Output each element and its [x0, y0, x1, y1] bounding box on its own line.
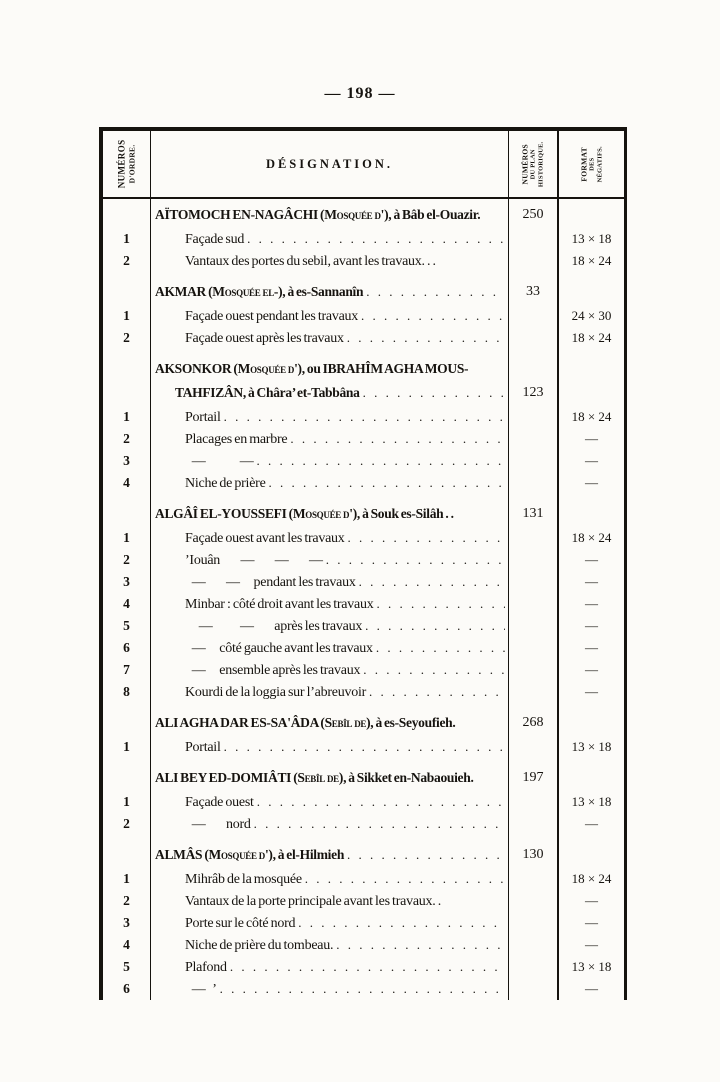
negative-format-cell: —: [585, 981, 598, 996]
designation-cell: [151, 868, 509, 890]
column-header-negative-format-label: FORMAT DES NÉGATIFS.: [579, 145, 603, 183]
designation-cell: [151, 327, 509, 349]
designation-text: — côté gauche avant les travaux: [185, 641, 373, 656]
order-number-cell: [103, 382, 151, 406]
column-header-designation: DÉSIGNATION.: [151, 131, 509, 197]
order-number-cell: 6: [103, 978, 151, 1000]
catalog-item-row: [103, 890, 624, 912]
catalog-item-row: [103, 912, 624, 934]
order-number-cell: 3: [103, 571, 151, 593]
order-number-cell: 4: [103, 934, 151, 956]
dotted-leader: [251, 813, 505, 834]
designation-cell: [151, 890, 509, 912]
designation-cell: [151, 305, 509, 327]
plan-number-cell: 250: [509, 199, 559, 228]
order-number-cell: [103, 272, 151, 305]
catalog-item-row: [103, 549, 624, 571]
negative-format-cell: [559, 758, 624, 791]
negative-format-cell: —: [585, 915, 598, 930]
catalog-item-row: [103, 637, 624, 659]
designation-cell: [151, 406, 509, 428]
order-number-cell: 1: [103, 228, 151, 250]
designation-text: ALGÂÎ EL-YOUSSEFI (Mosquée d'), à Souk es-Silâh . .: [155, 506, 454, 521]
negative-format-cell: —: [585, 893, 598, 908]
negative-format-cell: 18 × 24: [571, 871, 612, 886]
designation-cell: [151, 912, 509, 934]
plan-number-cell: [509, 472, 559, 494]
order-number-cell: 2: [103, 813, 151, 835]
dotted-leader: [244, 228, 505, 249]
order-number-cell: 4: [103, 593, 151, 615]
catalog-item-row: [103, 250, 624, 272]
order-number-cell: [103, 758, 151, 791]
catalog-item-row: [103, 472, 624, 494]
designation-cell: [151, 349, 509, 382]
plan-number-cell: [509, 549, 559, 571]
catalog-item-row: [103, 305, 624, 327]
designation-text: Vantaux des portes du sebil, avant les travaux. . .: [185, 254, 436, 269]
negative-format-cell: —: [585, 453, 598, 468]
order-number-cell: [103, 199, 151, 228]
negative-format-cell: —: [585, 596, 598, 611]
dotted-leader: [358, 305, 505, 326]
designation-cell: [151, 934, 509, 956]
designation-cell: [151, 527, 509, 549]
negative-format-cell: 13 × 18: [571, 739, 612, 754]
plan-number-cell: [509, 890, 559, 912]
designation-cell: [151, 382, 509, 406]
designation-cell: [151, 593, 509, 615]
dotted-leader: [266, 472, 505, 493]
designation-cell: [151, 659, 509, 681]
negative-format-cell: 18 × 24: [571, 530, 612, 545]
negative-format-cell: —: [585, 684, 598, 699]
column-header-order-number-label: NUMÉROS D'ORDRE.: [116, 139, 137, 189]
plan-number-cell: [509, 791, 559, 813]
order-number-cell: 5: [103, 956, 151, 978]
column-header-negative-format: [559, 131, 624, 197]
dotted-leader: [344, 844, 505, 865]
plan-number-cell: [509, 934, 559, 956]
catalog-item-row: [103, 813, 624, 835]
catalog-item-row: [103, 450, 624, 472]
order-number-cell: 8: [103, 681, 151, 703]
designation-text: Portail: [185, 410, 221, 425]
designation-text: AKSONKOR (Mosquée d'), ou IBRAHÎM AGHA MOUS-: [155, 361, 469, 376]
negative-format-cell: [559, 272, 624, 305]
catalog-item-row: [103, 659, 624, 681]
designation-text: Porte sur le côté nord: [185, 916, 296, 931]
dotted-leader: [333, 934, 505, 955]
plan-number-cell: [509, 956, 559, 978]
designation-text: AKMAR (Mosquée el-), à es-Sannanîn: [155, 284, 364, 299]
designation-cell: [151, 758, 509, 791]
order-number-cell: 4: [103, 472, 151, 494]
negative-format-cell: —: [585, 816, 598, 831]
dotted-leader: [373, 593, 505, 614]
order-number-cell: [103, 703, 151, 736]
plan-number-cell: 123: [509, 382, 559, 406]
designation-cell: [151, 228, 509, 250]
designation-cell: [151, 956, 509, 978]
designation-cell: [151, 681, 509, 703]
dotted-leader: [221, 406, 505, 427]
entry-header-row: [103, 703, 624, 736]
entry-header-row: [103, 494, 624, 527]
dotted-leader: [344, 327, 505, 348]
catalog-item-row: [103, 406, 624, 428]
plan-number-cell: [509, 681, 559, 703]
catalog-item-row: [103, 428, 624, 450]
designation-text: Façade ouest avant les travaux: [185, 531, 345, 546]
entry-header-row: [103, 349, 624, 382]
dotted-leader: [302, 868, 505, 889]
designation-cell: [151, 615, 509, 637]
plan-number-cell: [509, 637, 559, 659]
plan-number-cell: [509, 912, 559, 934]
designation-text: Façade ouest pendant les travaux: [185, 309, 359, 324]
designation-text: Façade sud: [185, 232, 245, 247]
designation-cell: [151, 428, 509, 450]
plan-number-cell: [509, 615, 559, 637]
catalog-item-row: [103, 934, 624, 956]
order-number-cell: 2: [103, 549, 151, 571]
designation-text: — ’: [185, 982, 217, 997]
order-number-cell: [103, 835, 151, 868]
designation-text: Portail: [185, 740, 221, 755]
catalog-item-row: [103, 615, 624, 637]
dotted-leader: [362, 615, 505, 636]
dotted-leader: [254, 791, 505, 812]
order-number-cell: 2: [103, 327, 151, 349]
negative-format-cell: 24 × 30: [571, 308, 612, 323]
designation-text: Niche de prière du tombeau.: [185, 938, 334, 953]
column-header-order-number: [103, 131, 151, 197]
designation-text: AÏTOMOCH EN-NAGÂCHI (Mosquée d'), à Bâb el-Ouazir.: [155, 207, 481, 222]
designation-text: ALI AGHA DAR ES-SA'ÂDA (Sebîl de), à es-Seyoufieh.: [155, 715, 456, 730]
plan-number-cell: [509, 250, 559, 272]
negative-format-cell: —: [585, 574, 598, 589]
designation-text: ’Iouân — — —: [185, 553, 323, 568]
order-number-cell: 1: [103, 527, 151, 549]
negative-format-cell: —: [585, 475, 598, 490]
column-header-plan-number: [509, 131, 559, 197]
dotted-leader: [366, 681, 505, 702]
dotted-leader: [345, 527, 505, 548]
designation-text: Kourdi de la loggia sur l’abreuvoir: [185, 685, 367, 700]
designation-text: Plafond: [185, 960, 227, 975]
dotted-leader: [373, 637, 505, 658]
designation-cell: [151, 703, 509, 736]
plan-number-cell: [509, 813, 559, 835]
dotted-leader: [254, 450, 506, 471]
order-number-cell: 6: [103, 637, 151, 659]
dotted-leader: [356, 571, 505, 592]
order-number-cell: 1: [103, 736, 151, 758]
column-header-plan-number-label: NUMÉROS DU PLAN HISTORIQUE.: [520, 141, 545, 187]
plan-number-cell: 268: [509, 703, 559, 736]
dotted-leader: [295, 912, 505, 933]
designation-text: Niche de prière: [185, 476, 266, 491]
designation-text: TAHFIZÂN, à Châra’ et-Tabbâna: [175, 385, 360, 400]
designation-cell: [151, 791, 509, 813]
plan-number-cell: [509, 571, 559, 593]
plan-number-cell: [509, 406, 559, 428]
catalog-item-row: [103, 571, 624, 593]
designation-cell: [151, 637, 509, 659]
negative-format-cell: —: [585, 937, 598, 952]
negative-format-cell: [559, 703, 624, 736]
designation-cell: [151, 272, 509, 305]
designation-cell: [151, 199, 509, 228]
plan-number-cell: [509, 327, 559, 349]
order-number-cell: 7: [103, 659, 151, 681]
dotted-leader: [323, 549, 505, 570]
catalog-item-row: [103, 956, 624, 978]
negative-format-cell: —: [585, 618, 598, 633]
negative-format-cell: [559, 199, 624, 228]
catalog-item-row: [103, 791, 624, 813]
designation-cell: [151, 250, 509, 272]
designation-text: — ensemble après les travaux: [185, 663, 361, 678]
designation-text: — — pendant les travaux: [185, 575, 356, 590]
entry-header-row: [103, 272, 624, 305]
dotted-leader: [217, 978, 505, 999]
negative-format-cell: 13 × 18: [571, 794, 612, 809]
plan-number-cell: [509, 349, 559, 382]
catalog-item-row: [103, 228, 624, 250]
designation-text: ALMÂS (Mosquée d'), à el-Hilmieh: [155, 847, 345, 862]
catalog-item-row: [103, 868, 624, 890]
page-number: — 198 —: [324, 85, 396, 102]
order-number-cell: 1: [103, 406, 151, 428]
dotted-leader: [360, 382, 505, 403]
catalog-item-row: [103, 593, 624, 615]
entry-header-row: [103, 835, 624, 868]
catalog-item-row: [103, 736, 624, 758]
negative-format-cell: —: [585, 662, 598, 677]
order-number-cell: 5: [103, 615, 151, 637]
plan-number-cell: 197: [509, 758, 559, 791]
plan-number-cell: [509, 428, 559, 450]
plan-number-cell: [509, 450, 559, 472]
plan-number-cell: [509, 305, 559, 327]
designation-cell: [151, 978, 509, 1000]
plan-number-cell: [509, 659, 559, 681]
designation-cell: [151, 736, 509, 758]
dotted-leader: [287, 428, 505, 449]
catalog-table: [99, 127, 627, 1000]
dotted-leader: [221, 736, 505, 757]
designation-text: — nord: [185, 817, 251, 832]
designation-cell: [151, 450, 509, 472]
order-number-cell: 2: [103, 428, 151, 450]
plan-number-cell: [509, 868, 559, 890]
designation-cell: [151, 571, 509, 593]
negative-format-cell: —: [585, 640, 598, 655]
designation-cell: [151, 494, 509, 527]
negative-format-cell: 13 × 18: [571, 959, 612, 974]
negative-format-cell: —: [585, 552, 598, 567]
negative-format-cell: 18 × 24: [571, 409, 612, 424]
negative-format-cell: [559, 494, 624, 527]
designation-text: Vantaux de la porte principale avant les travaux. .: [185, 894, 442, 909]
catalog-item-row: [103, 681, 624, 703]
designation-cell: [151, 835, 509, 868]
table-body: [103, 199, 624, 1000]
negative-format-cell: [559, 349, 624, 382]
catalog-item-row: [103, 978, 624, 1000]
negative-format-cell: 18 × 24: [571, 253, 612, 268]
negative-format-cell: 13 × 18: [571, 231, 612, 246]
order-number-cell: 1: [103, 791, 151, 813]
plan-number-cell: [509, 593, 559, 615]
designation-text: Mihrâb de la mosquée: [185, 872, 302, 887]
order-number-cell: 3: [103, 912, 151, 934]
entry-header-row: [103, 199, 624, 228]
designation-text: Façade ouest après les travaux: [185, 331, 344, 346]
designation-text: Façade ouest: [185, 795, 254, 810]
order-number-cell: [103, 349, 151, 382]
designation-cell: [151, 813, 509, 835]
negative-format-cell: [559, 835, 624, 868]
plan-number-cell: [509, 978, 559, 1000]
plan-number-cell: [509, 228, 559, 250]
order-number-cell: 2: [103, 250, 151, 272]
order-number-cell: 1: [103, 868, 151, 890]
entry-header-continuation-row: [103, 382, 624, 406]
catalog-item-row: [103, 327, 624, 349]
dotted-leader: [363, 281, 505, 302]
dotted-leader: [227, 956, 505, 977]
plan-number-cell: 131: [509, 494, 559, 527]
order-number-cell: 2: [103, 890, 151, 912]
plan-number-cell: [509, 736, 559, 758]
plan-number-cell: [509, 527, 559, 549]
designation-text: — —: [185, 454, 254, 469]
order-number-cell: 3: [103, 450, 151, 472]
designation-cell: [151, 472, 509, 494]
designation-text: Placages en marbre: [185, 432, 288, 447]
order-number-cell: [103, 494, 151, 527]
negative-format-cell: 18 × 24: [571, 330, 612, 345]
negative-format-cell: [559, 382, 624, 406]
plan-number-cell: 130: [509, 835, 559, 868]
designation-cell: [151, 549, 509, 571]
plan-number-cell: 33: [509, 272, 559, 305]
catalog-item-row: [103, 527, 624, 549]
negative-format-cell: —: [585, 431, 598, 446]
table-header-row: [103, 131, 624, 199]
entry-header-row: [103, 758, 624, 791]
designation-text: — — après les travaux: [185, 619, 363, 634]
dotted-leader: [360, 659, 505, 680]
order-number-cell: 1: [103, 305, 151, 327]
designation-text: ALI BEY ED-DOMIÂTI (Sebîl de), à Sikket en-Nabaouieh.: [155, 770, 474, 785]
designation-text: Minbar : côté droit avant les travaux: [185, 597, 374, 612]
